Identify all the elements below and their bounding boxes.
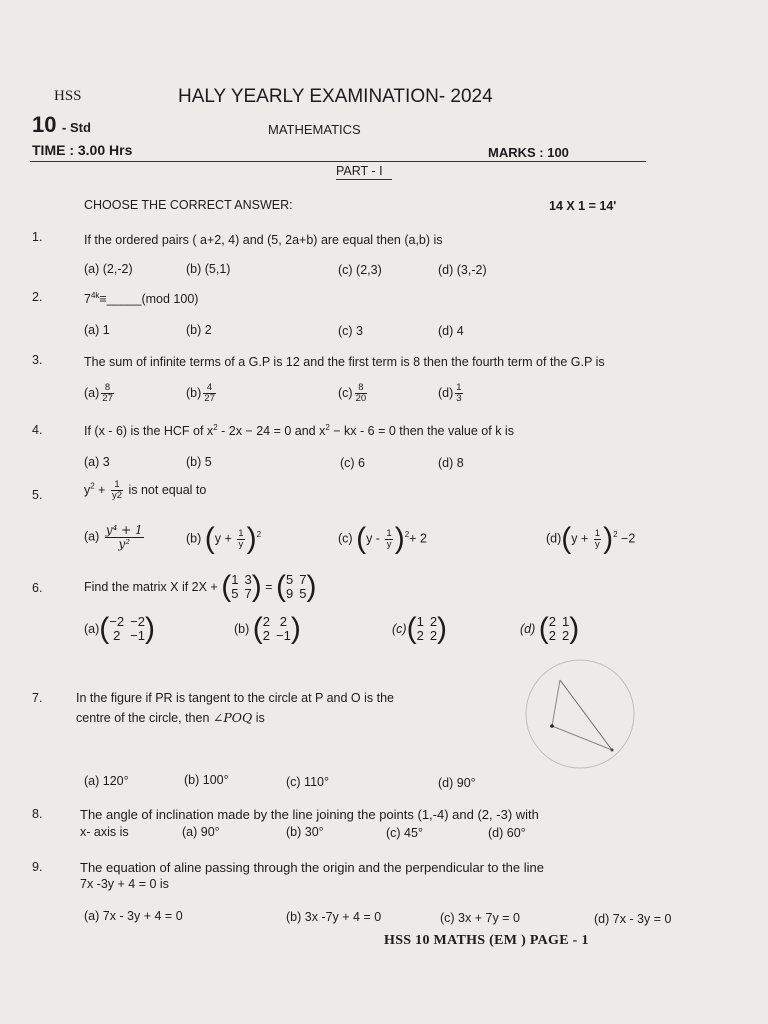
instruction: CHOOSE THE CORRECT ANSWER: <box>84 198 293 212</box>
option-b: (b) 2 <box>186 323 212 337</box>
option-d: (d) 7x - 3y = 0 <box>594 912 672 926</box>
option-b: (b) 3x -7y + 4 = 0 <box>286 910 382 924</box>
instruction-marks: 14 X 1 = 14' <box>549 199 617 213</box>
question-number: 7. <box>32 691 43 705</box>
option-c: (c)( 1 2 2 2 ) <box>392 612 448 645</box>
option-a: (a) 3 <box>84 455 110 469</box>
question-number: 5. <box>32 488 43 502</box>
option-a: (a) 7x - 3y + 4 = 0 <box>84 909 183 923</box>
option-a: (a) 120° <box>84 774 129 788</box>
std-number: 10 <box>32 112 57 137</box>
header-rule <box>30 161 646 162</box>
option-d: (d) 4 <box>438 324 464 338</box>
question-number: 1. <box>32 230 43 244</box>
option-b: (b) 100° <box>184 773 229 787</box>
option-c: (c) 3x + 7y = 0 <box>440 911 520 925</box>
std-label: - Std <box>62 120 91 135</box>
option-c: (c) (2,3) <box>338 263 382 277</box>
option-c: (c) (y - $\frac{1}{y}$ )$^2$+ 2 <box>338 522 427 555</box>
question-text: The angle of inclination made by the line joining the points (1,-4) and (2, -3) with <box>80 807 539 822</box>
question-number: 9. <box>32 860 43 874</box>
exam-marks: MARKS : 100 <box>488 145 569 160</box>
question-text: The equation of aline passing through the origin and the perpendicular to the line <box>80 860 544 875</box>
option-a: (a) 1 <box>84 323 110 337</box>
question-number: 2. <box>32 290 43 304</box>
part-title: PART - I <box>336 164 383 178</box>
matrix-b: ( 5 7 9 5 ) <box>275 570 317 603</box>
option-d: (d)(y + $\frac{1}{y}$ )$^2$ −2 <box>546 522 636 555</box>
part-underline <box>336 179 392 180</box>
option-c: (c) 3 <box>338 324 363 338</box>
option-b: (b) (y + $\frac{1}{y}$ )$^2$ <box>186 522 262 555</box>
option-a: (a) $\frac{\text{y⁴ + 1}}{\text{y²}}$ <box>84 523 143 551</box>
exam-time: TIME : 3.00 Hrs <box>32 142 133 158</box>
option-d: (d) 90° <box>438 776 476 790</box>
option-c: (c) $\frac{8}{20}$ <box>338 382 367 404</box>
option-d: (d) 60° <box>488 826 526 840</box>
option-b: (b) ( 2 2 2 −1 ) <box>234 612 301 645</box>
option-d: (d) ( 2 1 2 2 ) <box>520 612 580 645</box>
option-a: (a)( −2 −2 2 −1 ) <box>84 612 155 645</box>
school-code: HSS <box>54 88 82 104</box>
option-a: (a) 90° <box>182 825 220 839</box>
question-text: $y^2$ + $\frac{1}{y2}$ is not equal to <box>84 479 207 501</box>
option-b: (b) $\frac{4}{27}$ <box>186 382 215 404</box>
option-b: (b) 30° <box>286 825 324 839</box>
option-c: (c) 6 <box>340 456 365 470</box>
question-text: In the figure if PR is tangent to the circle at P and O is the <box>76 691 394 705</box>
question-text-2: x- axis is <box>80 825 129 839</box>
question-text: $7^{4k}\equiv\_\_\_\_\_(mod$ 100) <box>84 291 199 307</box>
option-d: (d) 8 <box>438 456 464 470</box>
option-c: (c) 110° <box>286 775 329 789</box>
question-text-2: 7x -3y + 4 = 0 is <box>80 877 169 891</box>
page-footer: HSS 10 MATHS (EM ) PAGE - 1 <box>384 933 589 948</box>
option-c: (c) 45° <box>386 826 423 840</box>
option-b: (b) (5,1) <box>186 262 231 276</box>
question-number: 6. <box>32 581 43 595</box>
option-a: (a) (2,-2) <box>84 262 133 276</box>
option-d: (d) (3,-2) <box>438 263 487 277</box>
exam-title: HALY YEARLY EXAMINATION- 2024 <box>178 86 493 107</box>
option-b: (b) 5 <box>186 455 212 469</box>
question-number: 8. <box>32 807 43 821</box>
matrix-a: ( 1 3 5 7 ) <box>221 570 262 603</box>
question-text: If the ordered pairs ( a+2, 4) and (5, 2a+b) are equal then (a,b) is <box>84 233 443 247</box>
question-text: If (x - 6) is the HCF of $x^2 - 2x - 24 = 0$ and $x^2$ − kx - 6 = 0 then the value of k is <box>84 423 514 439</box>
question-text: Find the matrix X if 2X + ( 1 3 5 7 ) = ( 5 7 9 5 ) <box>84 570 317 603</box>
question-number: 3. <box>32 353 43 367</box>
option-d: (d) $\frac{1}{3}$ <box>438 382 462 404</box>
question-number: 4. <box>32 423 43 437</box>
subject-title: MATHEMATICS <box>268 122 361 137</box>
question-text-2: centre of the circle, then ∠POQ is <box>76 710 265 725</box>
question-text: The sum of infinite terms of a G.P is 12 and the first term is 8 then the fourth term of the G.P is <box>84 355 605 369</box>
option-a: (a) $\frac{8}{27}$ <box>84 382 113 404</box>
circle-tangent-figure <box>508 654 643 772</box>
